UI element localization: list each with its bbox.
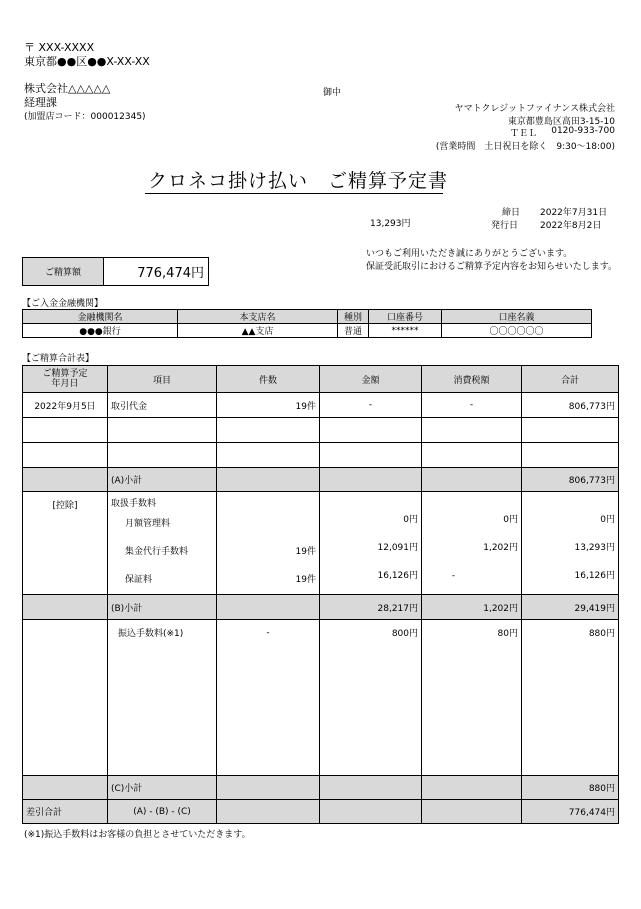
bank-header-account-no: 口座番号: [369, 310, 442, 324]
amount-hint: 13,293円: [370, 219, 411, 229]
transfer-item: 振込手数料(※1): [108, 620, 217, 776]
header-date: ご精算予定 年月日: [23, 366, 108, 393]
issue-date: 2022年8月2日: [540, 221, 602, 231]
sender-hours: (営業時間 土日祝日を除く 9:30～18:00): [435, 142, 615, 152]
subtotal-b-tax: 1,202円: [422, 595, 522, 620]
subtotal-b-row: [23, 595, 619, 620]
fee-guarantee-tax: -: [451, 571, 456, 581]
fee-collection: 集金代行手数料: [125, 547, 189, 557]
fee-monthly-amount: 0円: [403, 515, 418, 525]
title-underline: [145, 193, 443, 194]
greeting-line-1: いつもご利用いただき誠にありがとうございます。: [366, 249, 573, 259]
greeting-line-2: 保証受託取引におけるご精算予定内容をお知らせいたします。: [366, 262, 618, 272]
fee-collection-tax: 1,202円: [483, 543, 518, 553]
summary-section-title: 【ご精算合計表】: [22, 354, 95, 364]
recipient-address: 東京都●●区●●X-XX-XX: [24, 55, 150, 68]
subtotal-a-label: (A)小計: [108, 468, 217, 492]
transfer-tax: 80円: [422, 620, 522, 776]
row-tax: -: [422, 393, 522, 418]
bank-header-holder: 口座名義: [442, 310, 592, 324]
fee-guarantee-total: 16,126円: [574, 571, 615, 581]
fee-monthly: 月額管理料: [125, 519, 171, 529]
bank-header-branch: 本支店名: [178, 310, 338, 324]
subtotal-a-total: 806,773円: [522, 468, 619, 492]
settlement-label: ご精算額: [23, 258, 104, 285]
summary-table: [22, 365, 619, 824]
row-total: 806,773円: [522, 393, 619, 418]
subtotal-a-row: [23, 468, 619, 492]
postal-code: 〒 XXX-XXXX: [24, 41, 95, 54]
fee-head: 取扱手数料: [111, 499, 157, 509]
sender-address: 東京都豊島区高田3-15-10: [507, 117, 615, 127]
recipient-dept: 経理課: [24, 96, 57, 109]
closing-label: 締日: [502, 208, 521, 218]
fee-collection-total: 13,293円: [574, 543, 615, 553]
subtotal-b-amount: 28,217円: [320, 595, 422, 620]
bank-type: 普通: [338, 324, 369, 338]
subtotal-b-total: 29,419円: [522, 595, 619, 620]
recipient-company: 株式会社△△△△△: [24, 82, 111, 95]
bank-header-type: 種別: [338, 310, 369, 324]
transfer-amount: 800円: [320, 620, 422, 776]
subtotal-c-row: [23, 776, 619, 800]
header-tax: 消費税額: [422, 366, 522, 393]
footnote: (※1)振込手数料はお客様の負担とさせていただきます。: [24, 830, 251, 840]
row-amount: -: [320, 393, 422, 418]
row-item: 取引代金: [108, 393, 217, 418]
fee-collection-count: 19件: [295, 547, 316, 557]
table-row: [23, 393, 619, 418]
issue-label: 発行日: [491, 221, 519, 231]
fee-monthly-total: 0円: [600, 515, 615, 525]
settlement-amount-box: [22, 257, 209, 286]
header-count: 件数: [217, 366, 320, 393]
bank-header-name: 金融機関名: [23, 310, 178, 324]
fee-guarantee-amount: 16,126円: [377, 571, 418, 581]
header-item: 項目: [108, 366, 217, 393]
transfer-total: 880円: [522, 620, 619, 776]
document-title: クロネコ掛け払い ご精算予定書: [148, 170, 449, 192]
bank-account-no: ******: [369, 324, 442, 338]
sender-tel: 0120-933-700: [551, 126, 615, 136]
net-total: 776,474円: [522, 800, 619, 824]
deduction-label: [控除]: [23, 492, 108, 595]
fee-monthly-count: [220, 510, 316, 538]
net-label: 差引合計: [23, 800, 108, 824]
deduction-row: [23, 492, 619, 595]
fee-monthly-tax: 0円: [503, 515, 518, 525]
transfer-count: -: [217, 620, 320, 776]
member-code: (加盟店コード：000012345): [24, 112, 146, 122]
sender-company: ヤマトクレジットファイナンス株式会社: [454, 104, 615, 114]
header-amount: 金額: [320, 366, 422, 393]
bank-table: [22, 309, 592, 338]
bank-branch: ▲▲支店: [178, 324, 338, 338]
header-total: 合計: [522, 366, 619, 393]
subtotal-b-label: (B)小計: [108, 595, 217, 620]
sender-tel-label: ＴＥＬ: [510, 129, 538, 139]
subtotal-c-total: 880円: [522, 776, 619, 800]
transfer-row: [23, 620, 619, 776]
bank-name: ●●●銀行: [23, 324, 178, 338]
empty-row: [23, 443, 619, 468]
fee-guarantee: 保証料: [125, 575, 153, 585]
subtotal-c-label: (C)小計: [108, 776, 217, 800]
settlement-value: 776,474円: [137, 266, 204, 281]
row-count: 19件: [217, 393, 320, 418]
net-formula: (A) - (B) - (C): [108, 800, 217, 824]
closing-date: 2022年7月31日: [540, 208, 608, 218]
fee-guarantee-count: 19件: [295, 575, 316, 585]
bank-section-title: 【ご入金金融機関】: [22, 299, 104, 309]
net-row: [23, 800, 619, 824]
row-date: 2022年9月5日: [23, 393, 108, 418]
honorific: 御中: [323, 88, 342, 98]
empty-row: [23, 418, 619, 443]
bank-holder: 〇〇〇〇〇〇: [442, 324, 592, 338]
fee-collection-amount: 12,091円: [377, 543, 418, 553]
